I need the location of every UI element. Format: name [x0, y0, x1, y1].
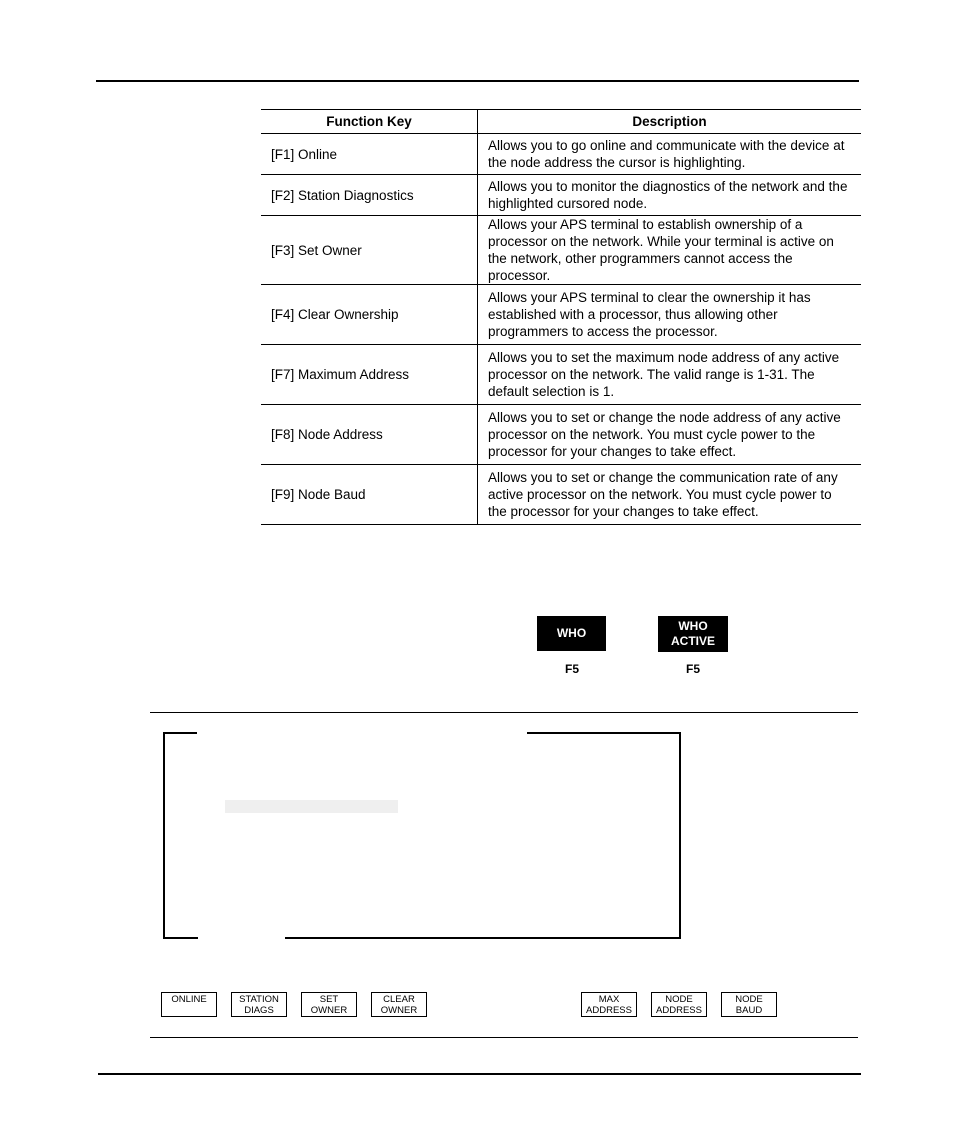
- description-cell: Allows you to monitor the diagnostics of the network and the highlighted cursored node.: [478, 175, 862, 216]
- table-row: [261, 216, 861, 285]
- top-rule: [96, 80, 859, 82]
- set-owner-menu-key[interactable]: [301, 992, 357, 1017]
- cursor-highlight[interactable]: [225, 800, 398, 813]
- description-cell: Allows you to set the maximum node address of any active processor on the network. The valid range is 1-31. The default selection is 1.: [478, 345, 862, 405]
- menu-key-label: ADDRESS: [586, 1005, 632, 1016]
- menu-key-label: OWNER: [310, 1005, 348, 1016]
- function-key-cell: [F3] Set Owner: [261, 216, 478, 285]
- table-row: [261, 175, 861, 216]
- screen-border-right: [679, 732, 681, 939]
- function-key-cell: [F7] Maximum Address: [261, 345, 478, 405]
- screen-bottom-separator: [150, 1037, 858, 1038]
- function-key-table: [261, 109, 861, 525]
- online-menu-key[interactable]: [161, 992, 217, 1017]
- table-row: [261, 465, 861, 525]
- screen-border-top: [163, 732, 197, 734]
- function-key-cell: [F2] Station Diagnostics: [261, 175, 478, 216]
- screen-border-left: [163, 732, 165, 939]
- node-baud-menu-key[interactable]: [721, 992, 777, 1017]
- description-cell: Allows you to go online and communicate with the device at the node address the cursor is highlighting.: [478, 134, 862, 175]
- table-row: [261, 285, 861, 345]
- who-softkey-label: WHO: [556, 626, 587, 640]
- description-cell: Allows your APS terminal to establish ownership of a processor on the network. While your terminal is active on the network, other programmers cannot access the processor.: [478, 216, 862, 285]
- table-row: [261, 345, 861, 405]
- menu-key-label: ONLINE: [171, 994, 207, 1005]
- menu-key-label: CLEAR: [383, 994, 415, 1005]
- table-row: [261, 405, 861, 465]
- description-cell: Allows you to set or change the communication rate of any active processor on the network. You must cycle power to the processor for your changes to take effect.: [478, 465, 862, 525]
- station-diags-menu-key[interactable]: [231, 992, 287, 1017]
- function-key-cell: [F9] Node Baud: [261, 465, 478, 525]
- clear-owner-menu-key[interactable]: [371, 992, 427, 1017]
- menu-key-label: ADDRESS: [656, 1005, 702, 1016]
- menu-key-label: BAUD: [735, 1005, 763, 1016]
- screen-top-separator: [150, 712, 858, 713]
- menu-key-label: NODE: [665, 994, 693, 1005]
- menu-key-label: MAX: [598, 994, 620, 1005]
- description-cell: Allows you to set or change the node address of any active processor on the network. You must cycle power to the processor for your changes to take effect.: [478, 405, 862, 465]
- function-key-cell: [F1] Online: [261, 134, 478, 175]
- menu-key-label: STATION: [239, 994, 279, 1005]
- who-softkey[interactable]: [537, 616, 606, 651]
- who-active-fkey-label: F5: [685, 662, 700, 676]
- screen-border-bottom: [163, 937, 198, 939]
- menu-key-label: NODE: [735, 994, 763, 1005]
- node-address-menu-key[interactable]: [651, 992, 707, 1017]
- description-cell: Allows your APS terminal to clear the ownership it has established with a processor, thus allowing other programmers to access the processor.: [478, 285, 862, 345]
- bottom-rule: [98, 1073, 861, 1075]
- who-active-softkey-line1: WHO: [678, 619, 708, 633]
- table-row: [261, 134, 861, 175]
- table-header-row: [261, 110, 861, 134]
- header-description: Description: [478, 110, 862, 134]
- menu-key-label: OWNER: [380, 1005, 418, 1016]
- function-key-cell: [F8] Node Address: [261, 405, 478, 465]
- menu-key-label: DIAGS: [244, 1005, 274, 1016]
- who-fkey-label: F5: [564, 662, 579, 676]
- menu-key-label: SET: [319, 994, 339, 1005]
- who-active-softkey-line2: ACTIVE: [670, 634, 715, 648]
- who-active-softkey[interactable]: [658, 616, 728, 652]
- screen-border-bottom: [285, 937, 681, 939]
- max-address-menu-key[interactable]: [581, 992, 637, 1017]
- header-function-key: Function Key: [261, 110, 478, 134]
- screen-border-top: [527, 732, 681, 734]
- function-key-cell: [F4] Clear Ownership: [261, 285, 478, 345]
